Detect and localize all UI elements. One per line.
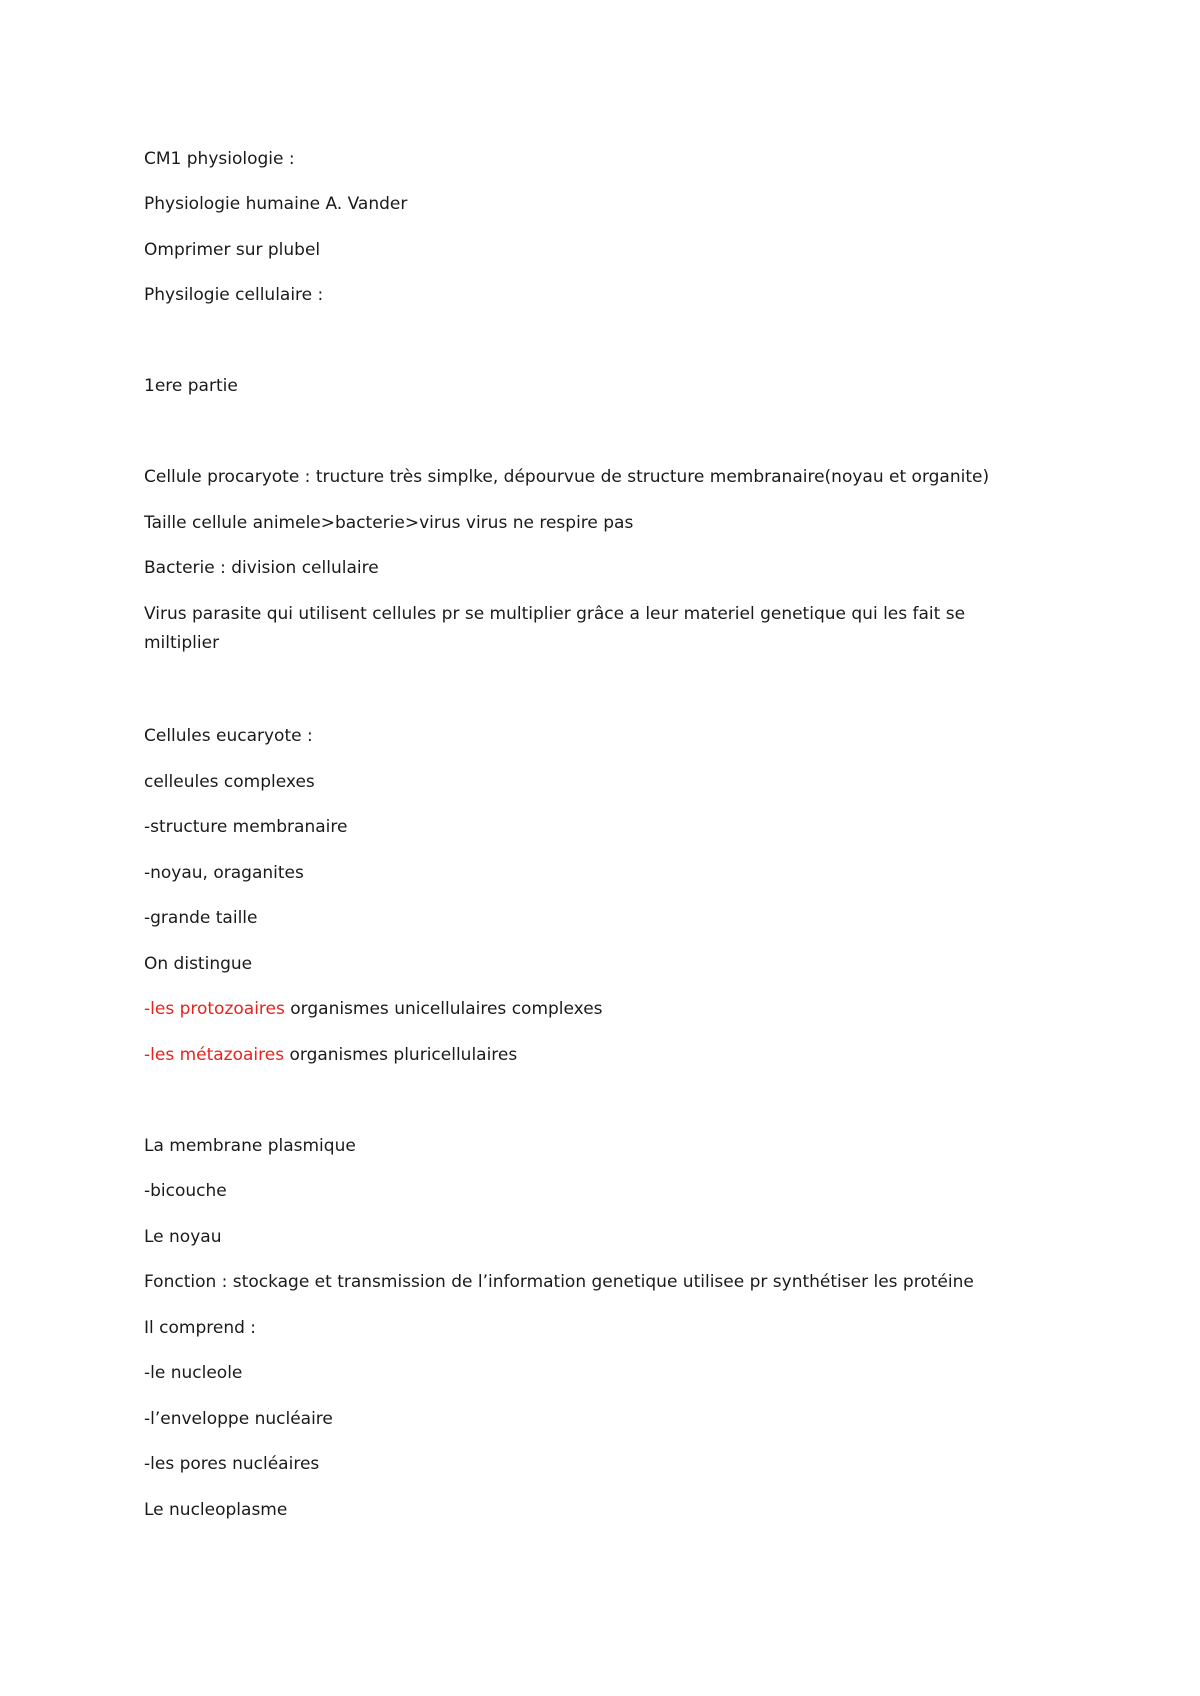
list-item: -bicouche xyxy=(144,1181,227,1201)
doc-line: Physiologie humaine A. Vander xyxy=(144,194,408,214)
section-heading: 1ere partie xyxy=(144,376,238,396)
highlighted-term: -les protozoaires xyxy=(144,999,285,1019)
doc-line: Il comprend : xyxy=(144,1318,257,1338)
list-item: -l’enveloppe nucléaire xyxy=(144,1409,333,1429)
doc-line: Le nucleoplasme xyxy=(144,1500,288,1520)
list-item: -les pores nucléaires xyxy=(144,1454,320,1474)
section-heading: Cellules eucaryote : xyxy=(144,726,313,746)
term-description: organismes unicellulaires complexes xyxy=(284,999,603,1019)
term-description: organismes pluricellulaires xyxy=(284,1045,518,1065)
list-item: -structure membranaire xyxy=(144,817,348,837)
doc-line: Taille cellule animele>bacterie>virus virus ne respire pas xyxy=(144,513,634,533)
section-heading: La membrane plasmique xyxy=(144,1136,356,1156)
doc-line: Physilogie cellulaire : xyxy=(144,285,324,305)
list-item xyxy=(144,999,603,1019)
section-heading: Le noyau xyxy=(144,1227,222,1247)
list-item xyxy=(144,1045,517,1065)
doc-line: Fonction : stockage et transmission de l’information genetique utilisee pr synthétiser les protéine xyxy=(144,1272,974,1292)
list-item: -noyau, oraganites xyxy=(144,863,304,883)
list-item: -le nucleole xyxy=(144,1363,243,1383)
doc-line: Omprimer sur plubel xyxy=(144,240,321,260)
doc-line: celleules complexes xyxy=(144,772,315,792)
doc-title: CM1 physiologie : xyxy=(144,149,295,169)
doc-paragraph: Virus parasite qui utilisent cellules pr se multiplier grâce a leur materiel genetique qui les fait se miltiplier xyxy=(144,604,966,653)
doc-line: On distingue xyxy=(144,954,253,974)
doc-line: Bacterie : division cellulaire xyxy=(144,558,379,578)
doc-line: Cellule procaryote : tructure très simplke, dépourvue de structure membranaire(noyau et organite) xyxy=(144,467,990,487)
list-item: -grande taille xyxy=(144,908,258,928)
highlighted-term: -les métazoaires xyxy=(144,1045,285,1065)
